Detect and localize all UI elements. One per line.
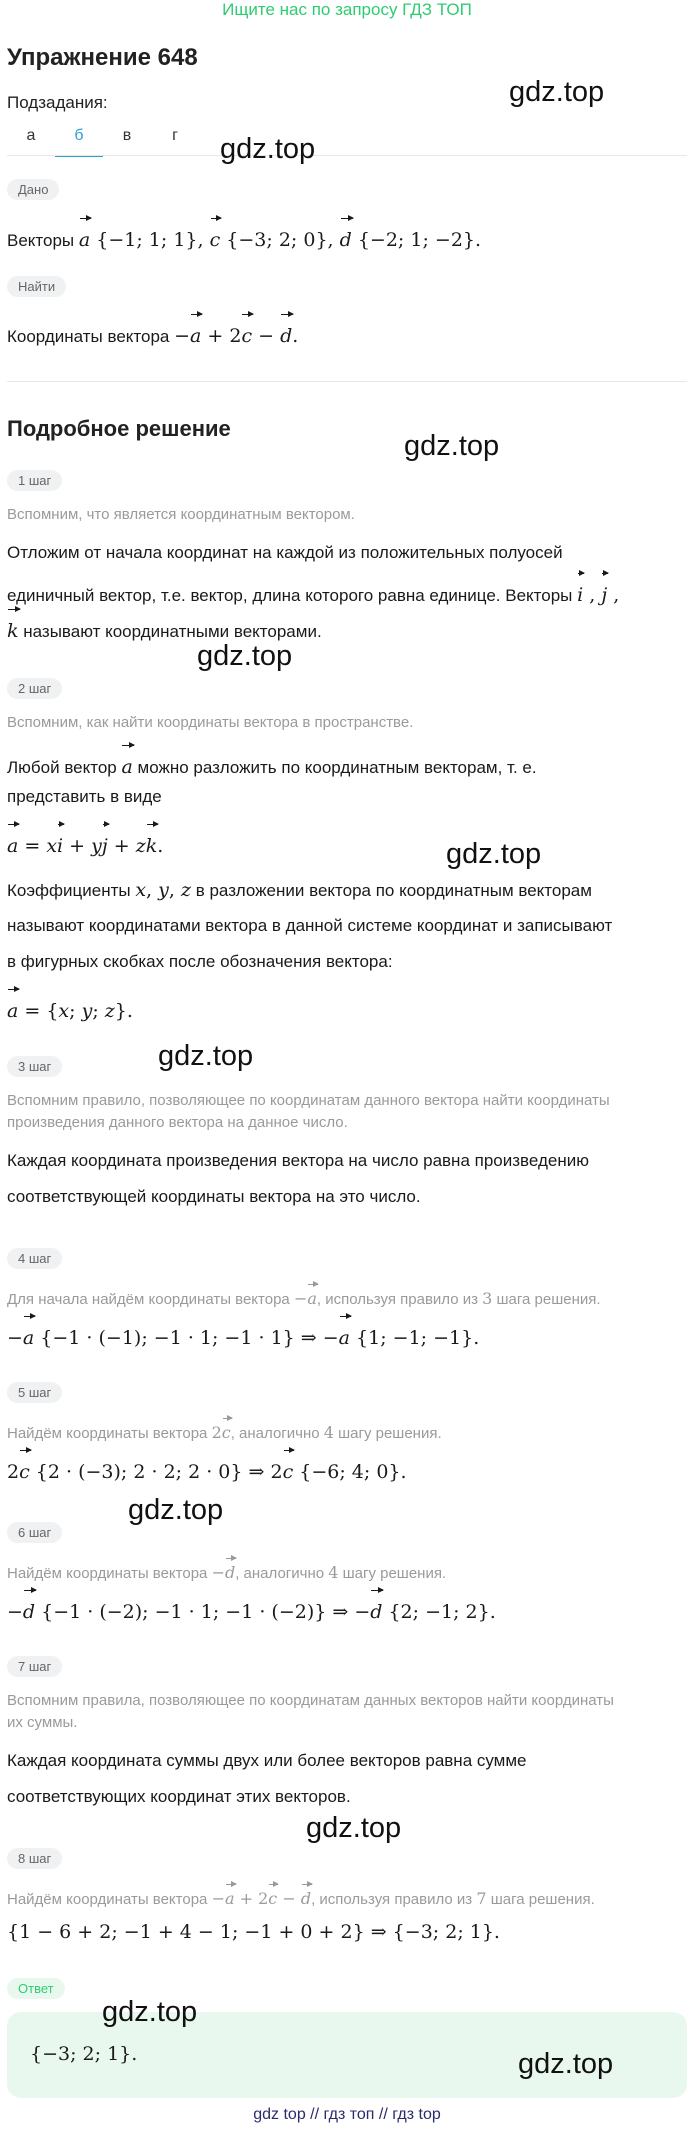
tab-g[interactable]: г [172,127,178,144]
step-hint: их суммы. [7,1714,78,1731]
watermark: gdz.top [404,430,500,462]
given-chip: Дано [7,179,59,200]
watermark: gdz.top [446,838,542,870]
formula: 2c {2 · (−3); 2 · 2; 2 · 0} ⇒ 2c {−6; 4; 0}. [7,1448,687,1491]
step-hint: Вспомним, как найти координаты вектора в пространстве. [7,714,414,731]
step-chip: 8 шаг [7,1848,62,1869]
divider [7,155,687,156]
step-text: соответствующих координат этих векторов. [7,1787,351,1806]
formula: −d {−1 · (−2); −1 · 1; −1 · (−2)} ⇒ −d {2; −1; 2}. [7,1588,687,1631]
step-chip: 5 шаг [7,1382,62,1403]
step-text: соответствующей координаты вектора на это число. [7,1187,421,1206]
tab-v[interactable]: в [122,127,132,144]
step-text: Каждая координата произведения вектора на число равна произведению [7,1151,589,1170]
footer-separator: // [310,2106,320,2123]
step-text: называют координатами вектора в данной системе координат и записывают [7,916,613,935]
watermark: gdz.top [158,1040,254,1072]
step-text: представить в виде [7,787,162,806]
step-hint: произведения данного вектора на данное число. [7,1114,348,1131]
step-text: Любой вектор a можно разложить по координатным векторам, т. е. [7,743,687,786]
step-chip: 2 шаг [7,678,62,699]
footer-link-gdz-top-ru[interactable]: гдз топ [323,2106,375,2123]
tab-a[interactable]: а [26,127,36,144]
find-text: Координаты вектора −a + 2c − d. [7,312,687,355]
step-text: Коэффициенты x, y, z в разложении вектора по координатным векторам [7,879,592,901]
watermark: gdz.top [220,133,316,165]
step-hint: Найдём координаты вектора −d, аналогично 4 шагу решения. [7,1556,687,1585]
solution-title: Подробное решение [7,416,231,441]
step-text: Отложим от начала координат на каждой из положительных полуосей [7,543,563,562]
footer-link-gdz-top[interactable]: gdz top [253,2106,306,2123]
step-chip: 1 шаг [7,470,62,491]
step-hint: Найдём координаты вектора 2c, аналогично 4 шагу решения. [7,1416,687,1445]
step-text: в фигурных скобках после обозначения вектора: [7,952,393,971]
formula: a = {x; y; z}. [7,987,687,1030]
watermark: gdz.top [197,640,293,672]
given-text: Векторы a {−1; 1; 1}, c {−3; 2; 0}, d {−2; 1; −2}. [7,216,687,259]
watermark: gdz.top [306,1812,402,1844]
subtasks-label: Подзадания: [7,93,108,112]
step-hint: Вспомним правило, позволяющее по координатам данного вектора найти координаты [7,1092,610,1109]
step-hint: Для начала найдём координаты вектора −a, используя правило из 3 шага решения. [7,1282,687,1311]
step-chip: 7 шаг [7,1656,62,1677]
footer-separator: // [378,2106,388,2123]
answer-text: {−3; 2; 1}. [30,2043,138,2065]
answer-chip: Ответ [7,1978,65,1999]
watermark: gdz.top [128,1494,224,1526]
step-chip: 3 шаг [7,1056,62,1077]
watermark: gdz.top [509,76,605,108]
formula: {1 − 6 + 2; −1 + 4 − 1; −1 + 0 + 2} ⇒ {−3; 2; 1}. [7,1921,500,1943]
step-text: Каждая координата суммы двух или более векторов равна сумме [7,1751,527,1770]
subtask-tabs [7,125,199,157]
watermark: gdz.top [518,2048,614,2080]
step-text: k называют координатными векторами. [7,607,687,650]
step-chip: 4 шаг [7,1248,62,1269]
step-hint: Вспомним правила, позволяющее по координатам данных векторов найти координаты [7,1692,614,1709]
divider [7,381,687,382]
page-title: Упражнение 648 [7,44,198,71]
watermark: gdz.top [102,1996,198,2028]
step-hint: Найдём координаты вектора −a + 2c − d, используя правило из 7 шага решения. [7,1882,687,1911]
step-hint: Вспомним, что является координатным вектором. [7,506,355,523]
step-text: единичный вектор, т.е. вектор, длина которого равна единице. Векторы i , j , [7,571,687,614]
find-chip: Найти [7,276,66,297]
step-chip: 6 шаг [7,1522,62,1543]
tab-b[interactable]: б [55,125,103,157]
formula: −a {−1 · (−1); −1 · 1; −1 · 1} ⇒ −a {1; −1; −1}. [7,1314,687,1357]
formula: a = xi + yj + zk. [7,822,687,865]
footer-links [0,2106,694,2124]
footer-link-gdz-top-mixed[interactable]: гдз top [392,2106,441,2123]
search-banner: Ищите нас по запросу ГДЗ ТОП [222,0,472,19]
